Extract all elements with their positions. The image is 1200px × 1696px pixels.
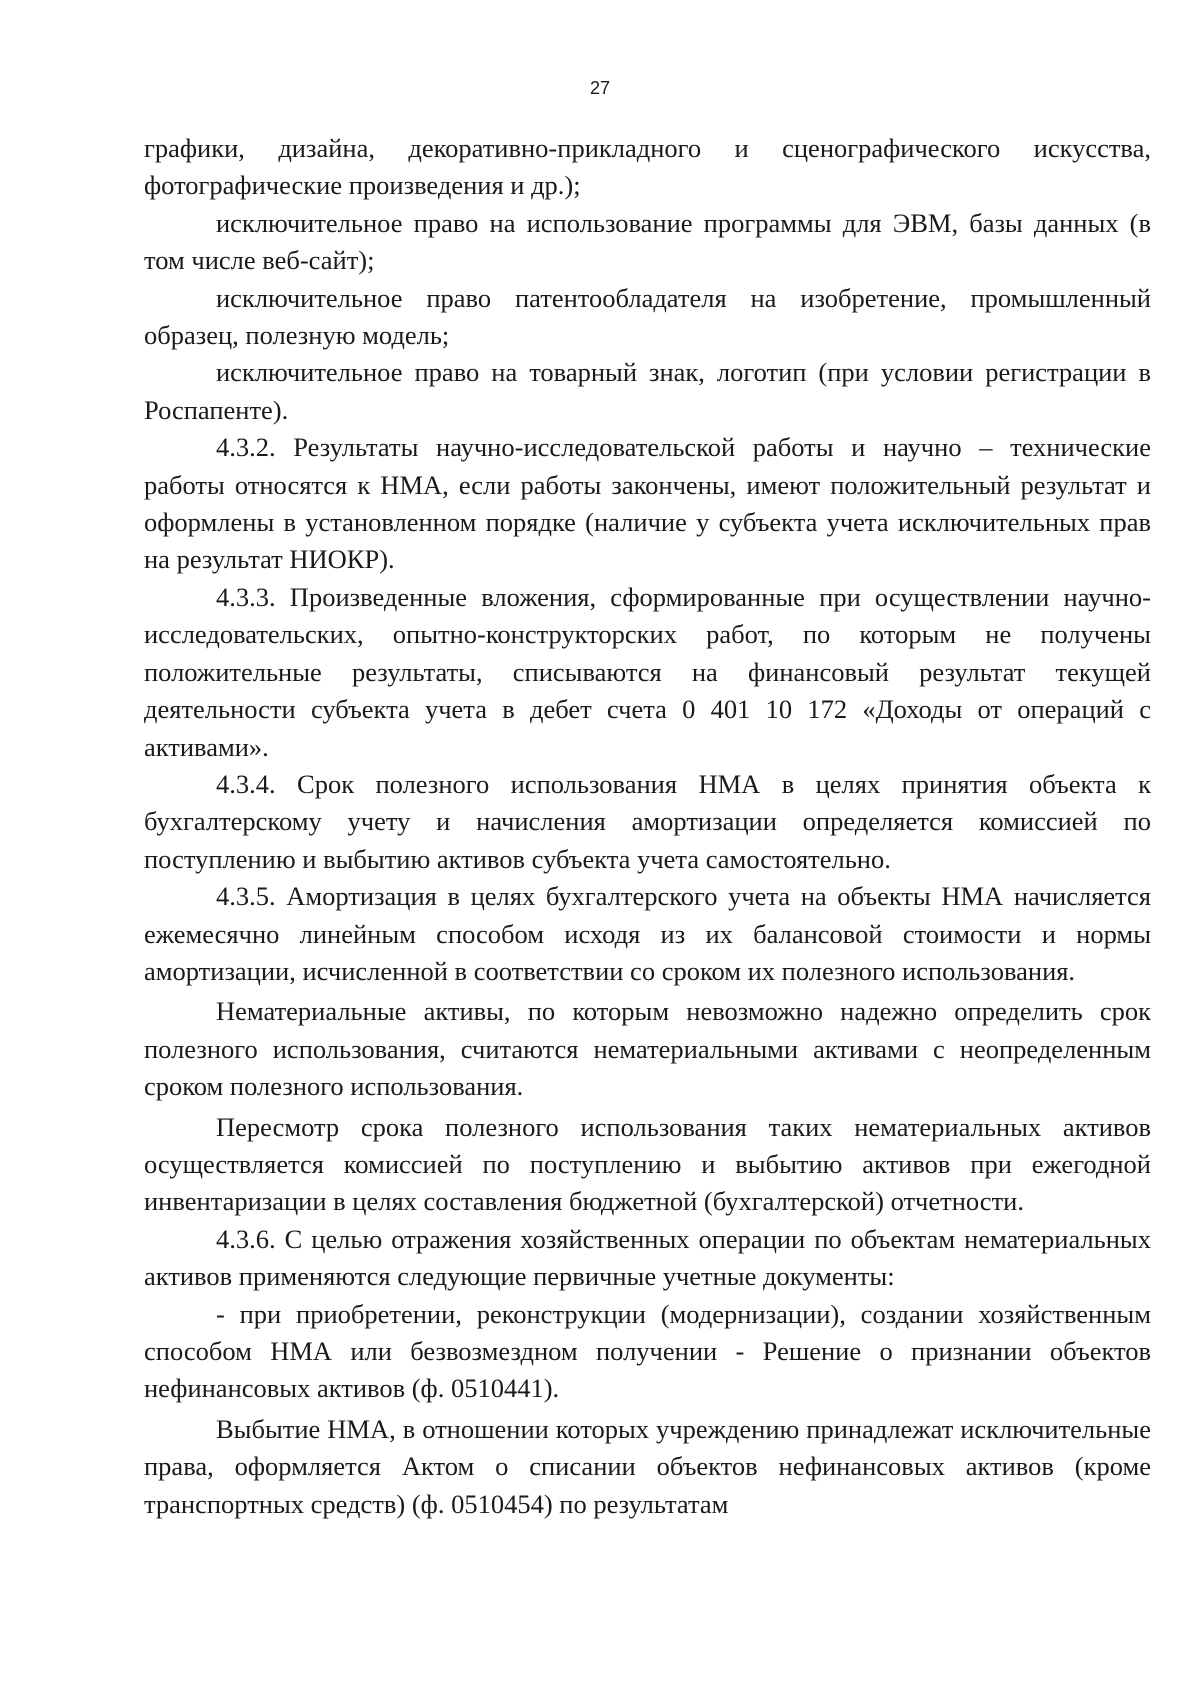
- paragraph-4-3-5: 4.3.5. Амортизация в целях бухгалтерского учета на объекты НМА начисляется ежемесячно линейным способом исходя из их балансовой стоимости и нормы амортизации, исчисленной в соответствии со сроком их полезного использования.: [144, 881, 1151, 986]
- paragraph-indefinite-life: Нематериальные активы, по которым невозможно надежно определить срок полезного использования, считаются нематериальными активами с неопределенным сроком полезного использования.: [144, 996, 1151, 1102]
- paragraph-4-3-3: 4.3.3. Произведенные вложения, сформированные при осуществлении научно-исследовательских, опытно-конструкторских работ, по которым не получены положительные результаты, списываются на финансовый результат текущей деятельности субъекта учета в дебет счета 0 401 10 172 «Доходы от операций с активами».: [144, 581, 1151, 762]
- paragraph-4-3-6: 4.3.6. С целью отражения хозяйственных операции по объектам нематериальных активов применяются следующие первичные учетные документы:: [144, 1223, 1151, 1292]
- paragraph-disposal: Выбытие НМА, в отношении которых учреждению принадлежат исключительные права, оформляется Актом о списании объектов нефинансовых активов (кроме транспортных средств) (ф. 0510454) по результатам: [144, 1413, 1151, 1519]
- paragraph-4-3-2: 4.3.2. Результаты научно-исследовательской работы и научно – технические работы относятся к НМА, если работы закончены, имеют положительный результат и оформлены в установленном порядке (наличие у субъекта учета исключительных прав на результат НИОКР).: [144, 432, 1151, 575]
- paragraph-acquisition-docs: - при приобретении, реконструкции (модернизации), создании хозяйственным способом НМА или безвозмездном получении - Решение о признании объектов нефинансовых активов (ф. 0510441).: [144, 1298, 1151, 1404]
- paragraph-artworks-continuation: графики, дизайна, декоративно-прикладного и сценографического искусства, фотографические произведения и др.);: [144, 133, 1151, 201]
- paragraph-patent-right: исключительное право патентообладателя на изобретение, промышленный образец, полезную модель;: [144, 282, 1151, 351]
- page-number: 27: [589, 78, 611, 98]
- paragraph-4-3-4: 4.3.4. Срок полезного использования НМА в целях принятия объекта к бухгалтерскому учету и начисления амортизации определяется комиссией по поступлению и выбытию активов субъекта учета самостоятельно.: [144, 768, 1151, 874]
- paragraph-life-review: Пересмотр срока полезного использования таких нематериальных активов осуществляется комиссией по поступлению и выбытию активов при ежегодной инвентаризации в целях составления бюджетной (бухгалтерской) отчетности.: [144, 1111, 1151, 1217]
- document-body: [144, 130, 1151, 1523]
- paragraph-software-right: исключительное право на использование программы для ЭВМ, базы данных (в том числе веб-сайт);: [144, 207, 1151, 276]
- paragraph-trademark-right: исключительное право на товарный знак, логотип (при условии регистрации в Роспапенте).: [144, 357, 1151, 425]
